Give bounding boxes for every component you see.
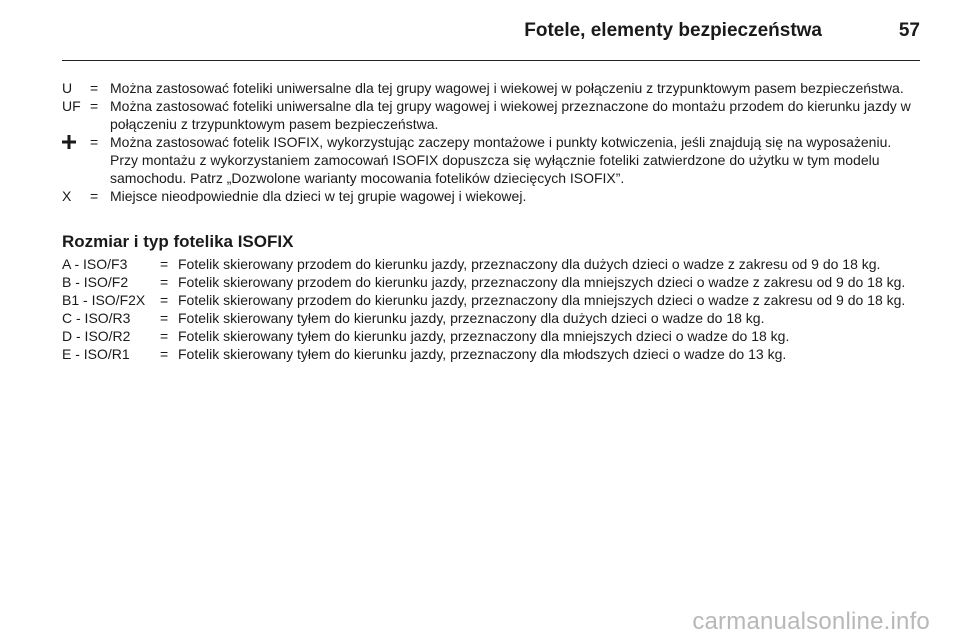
- legend-term: [62, 133, 90, 187]
- size-term: B - ISO/F2: [62, 274, 129, 290]
- size-item-e: [62, 345, 922, 363]
- legend-item-isofix: [62, 133, 922, 187]
- watermark: carmanualsonline.info: [692, 608, 930, 635]
- size-description: Fotelik skierowany tyłem do kierunku jazdy, przeznaczony dla dużych dzieci o wadze do 18 kg.: [178, 310, 765, 326]
- page-header: [62, 14, 920, 50]
- legend-list: [62, 79, 922, 205]
- size-item-a: [62, 255, 922, 273]
- legend-description: Można zastosować foteliki uniwersalne dla tej grupy wagowej i wiekowej przeznaczone do montażu przodem do kierunku jazdy w połączeniu z trzypunktowym pasem bezpieczeństwa.: [110, 98, 911, 132]
- size-description: Fotelik skierowany przodem do kierunku jazdy, przeznaczony dla mniejszych dzieci o wadze z zakresu od 9 do 18 kg.: [178, 292, 906, 308]
- size-list: [62, 255, 922, 363]
- size-description: Fotelik skierowany przodem do kierunku jazdy, przeznaczony dla dużych dzieci o wadze z zakresu od 9 do 18 kg.: [178, 256, 881, 272]
- legend-term: X: [62, 188, 72, 204]
- legend-equals: =: [90, 80, 99, 96]
- size-equals: =: [160, 274, 169, 290]
- size-equals: =: [160, 310, 169, 326]
- size-description: Fotelik skierowany przodem do kierunku jazdy, przeznaczony dla mniejszych dzieci o wadze z zakresu od 9 do 18 kg.: [178, 274, 906, 290]
- size-item-b1: [62, 291, 922, 309]
- legend-item-x: [62, 187, 922, 205]
- size-term: D - ISO/R2: [62, 328, 131, 344]
- size-term: B1 - ISO/F2X: [62, 292, 146, 308]
- legend-description: Można zastosować foteliki uniwersalne dla tej grupy wagowej i wiekowej w połączeniu z trzypunktowym pasem bezpieczeństwa.: [110, 80, 904, 96]
- size-item-b: [62, 273, 922, 291]
- legend-description: Miejsce nieodpowiednie dla dzieci w tej grupie wagowej i wiekowej.: [110, 188, 527, 204]
- size-equals: =: [160, 292, 169, 308]
- section-heading: Rozmiar i typ fotelika ISOFIX: [62, 232, 294, 251]
- legend-description: Można zastosować fotelik ISOFIX, wykorzystując zaczepy montażowe i punkty kotwiczenia, jeśli znajdują się na wyposażeniu. Przy montażu z wykorzystaniem zamocowań ISOFIX dopuszcza się wyłącznie foteliki zatwierdzone do użytku w tym modelu samochodu. Patrz „Dozwolone warianty mocowania fotelików dziecięcych ISOFIX”.: [110, 134, 892, 186]
- size-term: E - ISO/R1: [62, 346, 130, 362]
- legend-item-u: [62, 79, 922, 97]
- legend-equals: =: [90, 134, 99, 150]
- size-term: A - ISO/F3: [62, 256, 128, 272]
- size-equals: =: [160, 256, 169, 272]
- size-equals: =: [160, 346, 169, 362]
- page-number: 57: [898, 20, 920, 41]
- size-item-c: [62, 309, 922, 327]
- legend-term: UF: [62, 98, 81, 114]
- legend-term: U: [62, 80, 73, 96]
- page-title: Fotele, elementy bezpieczeństwa: [524, 20, 822, 41]
- legend-equals: =: [90, 188, 99, 204]
- plus-icon: [62, 135, 76, 149]
- legend-item-uf: [62, 97, 922, 133]
- size-term: C - ISO/R3: [62, 310, 131, 326]
- size-description: Fotelik skierowany tyłem do kierunku jazdy, przeznaczony dla mniejszych dzieci o wadze do 18 kg.: [178, 328, 790, 344]
- size-equals: =: [160, 328, 169, 344]
- header-divider: [62, 60, 920, 61]
- legend-equals: =: [90, 98, 99, 114]
- size-item-d: [62, 327, 922, 345]
- size-description: Fotelik skierowany tyłem do kierunku jazdy, przeznaczony dla młodszych dzieci o wadze do 13 kg.: [178, 346, 787, 362]
